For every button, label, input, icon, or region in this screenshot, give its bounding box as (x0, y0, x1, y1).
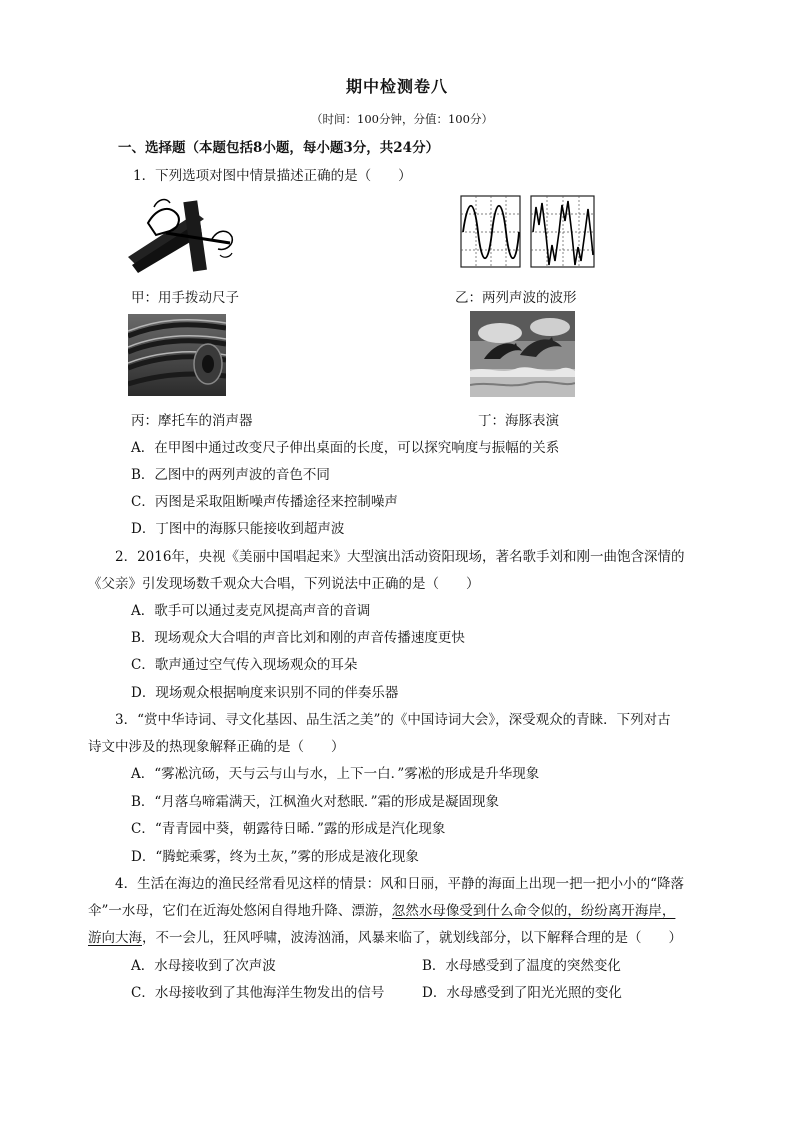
question-3-stem-line-2: 诗文中涉及的热现象解释正确的是（ ） (88, 739, 345, 755)
figure-a-caption: 甲：用手拨动尺子 (131, 290, 239, 306)
question-1-stem: 1．下列选项对图中情景描述正确的是（ ） (133, 168, 412, 184)
question-4-option-d: D．水母感受到了阳光光照的变化 (422, 985, 622, 1001)
question-4-stem-line-3-plain: ，不一会儿，狂风呼啸，波涛汹涌，风暴来临了，就划线部分，以下解释合理的是（ ） (142, 930, 682, 946)
figure-dolphin-photo (470, 311, 575, 397)
question-3-option-a: A．“雾凇沆砀，天与云与山与水，上下一白．”雾凇的形成是升华现象 (131, 766, 540, 782)
figure-ruler-plucking (126, 195, 238, 273)
question-2-option-d: D．现场观众根据响度来识别不同的伴奏乐器 (131, 685, 399, 701)
question-2-stem-line-2: 《父亲》引发现场数千观众大合唱，下列说法中正确的是（ ） (88, 576, 480, 592)
question-1-option-a: A．在甲图中通过改变尺子伸出桌面的长度，可以探究响度与振幅的关系 (131, 440, 560, 456)
question-4-option-c: C．水母接收到了其他海洋生物发出的信号 (131, 985, 385, 1001)
question-1-option-d: D．丁图中的海豚只能接收到超声波 (131, 521, 345, 537)
exam-info: （时间：100分钟，分值：100分） (311, 112, 493, 126)
question-4-underlined-part-1: 忽然水母像受到什么命令似的，纷纷离开海岸， (391, 903, 676, 919)
question-1-option-c: C．丙图是采取阻断噪声传播途径来控制噪声 (131, 494, 398, 510)
question-3-option-d: D．“腾蛇乘雾，终为土灰，”雾的形成是液化现象 (131, 849, 419, 865)
question-3-option-c: C．“青青园中葵，朝露待日晞．”露的形成是汽化现象 (131, 821, 446, 837)
question-2-option-b: B．现场观众大合唱的声音比刘和刚的声音传播速度更快 (131, 630, 465, 646)
question-4-stem-line-1: 4．生活在海边的渔民经常看见这样的情景：风和日丽，平静的海面上出现一把一把小小的“降落 (115, 876, 684, 892)
figure-b-caption: 乙：两列声波的波形 (455, 290, 577, 306)
question-4-option-b: B．水母感受到了温度的突然变化 (422, 958, 621, 974)
question-4-stem-line-3 (88, 926, 682, 946)
question-4-underlined-part-2: 游向大海 (88, 930, 142, 946)
question-2-option-c: C．歌声通过空气传入现场观众的耳朵 (131, 657, 358, 673)
section-heading: 一、选择题（本题包括8小题，每小题3分，共24分） (118, 140, 440, 156)
question-4-option-a: A．水母接收到了次声波 (131, 958, 276, 974)
figure-muffler-photo (128, 314, 226, 396)
figure-d-caption: 丁：海豚表演 (478, 413, 559, 429)
question-3-stem-line-1: 3．“赏中华诗词、寻文化基因、品生活之美”的《中国诗词大会》，深受观众的青睐．下列对古 (115, 712, 671, 728)
question-2-stem-line-1: 2．2016年，央视《美丽中国唱起来》大型演出活动资阳现场，著名歌手刘和刚一曲饱含深情的 (115, 549, 685, 565)
page-title: 期中检测卷八 (345, 77, 448, 96)
figure-waveforms (460, 195, 595, 270)
question-2-option-a: A．歌手可以通过麦克风提高声音的音调 (131, 603, 371, 619)
figure-c-caption: 丙：摩托车的消声器 (131, 413, 253, 429)
question-4-stem-line-2 (88, 899, 675, 919)
question-3-option-b: B．“月落乌啼霜满天，江枫渔火对愁眠．”霜的形成是凝固现象 (131, 794, 499, 810)
question-4-stem-line-2-plain: 伞”一水母，它们在近海处悠闲自得地升降、漂游， (88, 903, 392, 919)
question-1-option-b: B．乙图中的两列声波的音色不同 (131, 467, 330, 483)
